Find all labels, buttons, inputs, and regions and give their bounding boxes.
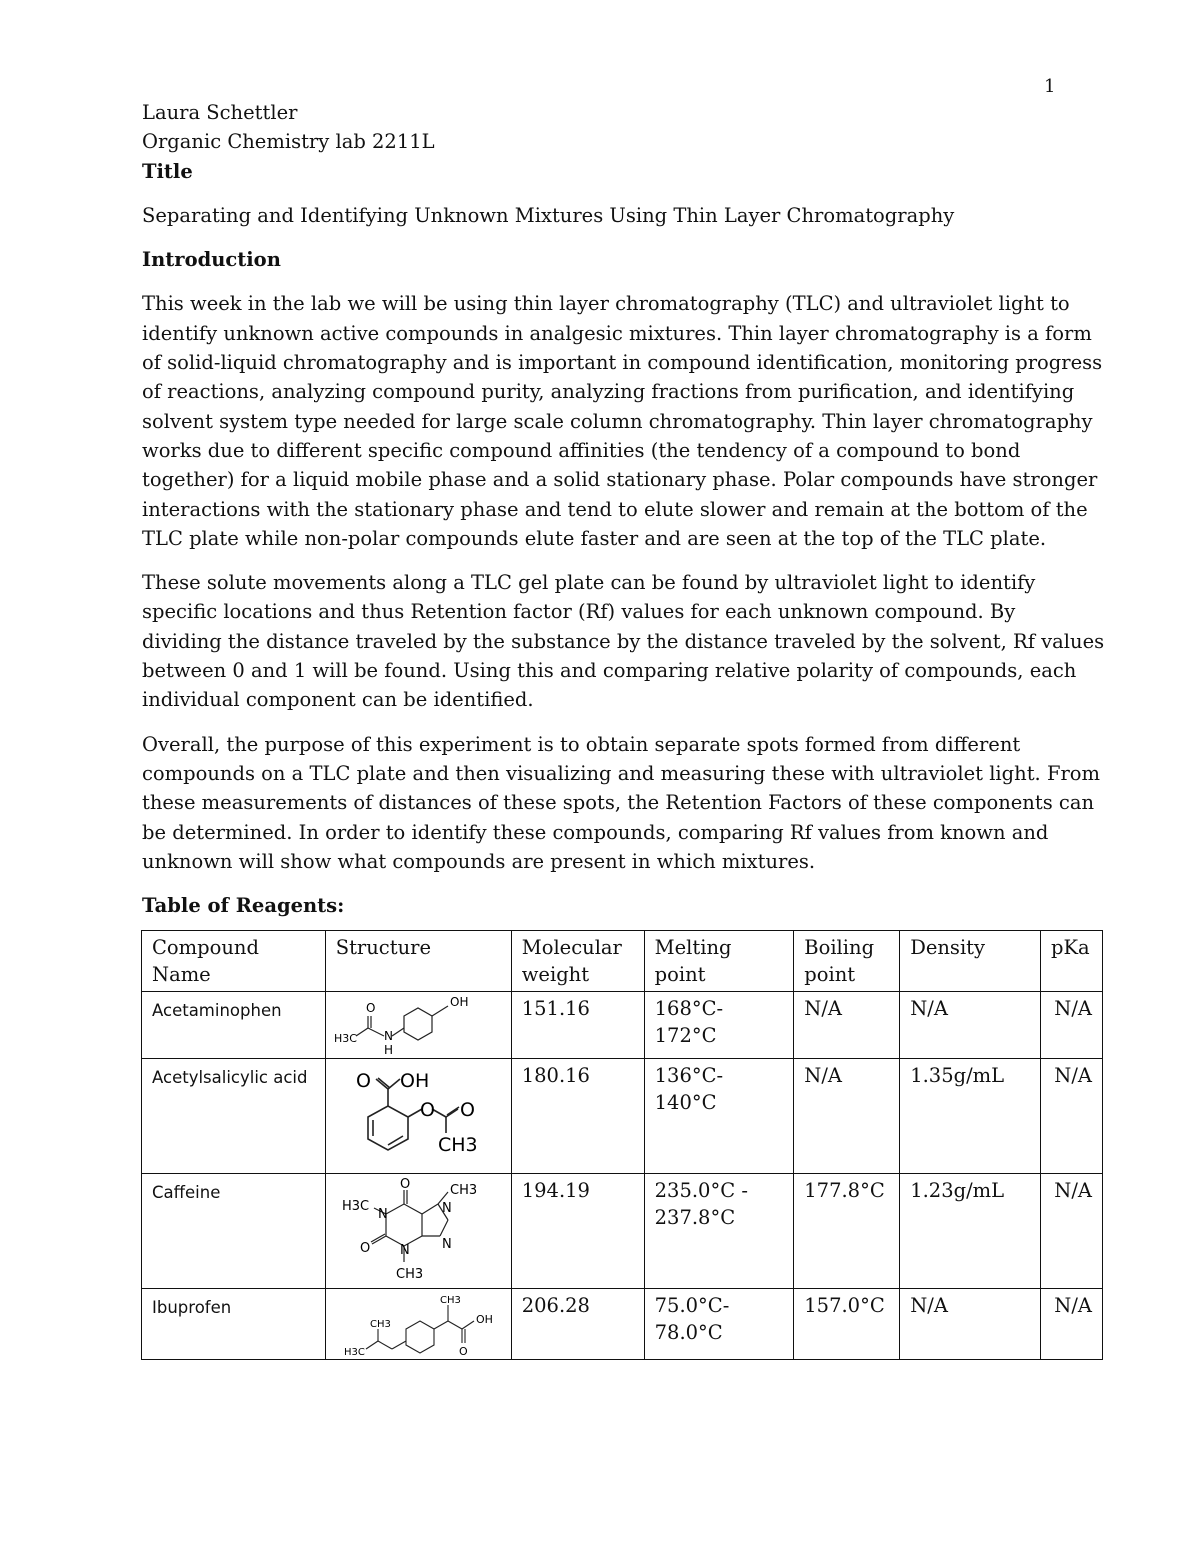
ibuprofen-structure xyxy=(326,1289,511,1359)
paragraph-line: specific locations and thus Retention factor (Rf) values for each unknown compound. By xyxy=(142,600,1016,624)
paragraph-line: unknown will show what compounds are present in which mixtures. xyxy=(142,849,816,873)
reagents-table xyxy=(141,930,1103,1360)
atom-label: CH3 xyxy=(437,1134,478,1156)
boiling-point-cell: N/A xyxy=(794,992,900,1059)
caffeine-structure xyxy=(326,1174,511,1288)
melting-point-cell: 168°C-172°C xyxy=(644,992,794,1059)
column-header: pKa xyxy=(1040,931,1102,992)
atom-label: O xyxy=(419,1099,435,1121)
atom-label: N xyxy=(399,1243,410,1258)
paragraph-line: Overall, the purpose of this experiment is to obtain separate spots formed from different xyxy=(142,732,1021,756)
pka-cell: N/A xyxy=(1040,1059,1102,1174)
molecular-weight-cell: 206.28 xyxy=(511,1289,644,1360)
table-row xyxy=(142,1059,1103,1174)
atom-label: OH xyxy=(475,1313,493,1326)
atom-label: N xyxy=(441,1201,452,1216)
atom-label: CH3 xyxy=(449,1183,477,1198)
table-row xyxy=(142,1289,1103,1360)
course-name: Organic Chemistry lab 2211L xyxy=(142,130,435,154)
document-title: Separating and Identifying Unknown Mixtures Using Thin Layer Chromatography xyxy=(142,203,955,227)
atom-label: H3C xyxy=(333,1032,357,1045)
atom-label: H3C xyxy=(343,1347,365,1358)
paragraph-line: individual component can be identified. xyxy=(142,688,534,712)
paragraph-line: TLC plate while non-polar compounds elute faster and are seen at the top of the TLC plate. xyxy=(142,526,1047,550)
intro-paragraph-1 xyxy=(142,289,1103,553)
paragraph-line: be determined. In order to identify these compounds, comparing Rf values from known and xyxy=(142,820,1049,844)
atom-label: CH3 xyxy=(395,1267,423,1282)
paragraph-line: dividing the distance traveled by the substance by the distance traveled by the solvent, Rf values xyxy=(142,629,1105,653)
atom-label: H3C xyxy=(341,1199,369,1214)
atom-label: O xyxy=(399,1177,410,1192)
atom-label: OH xyxy=(399,1070,429,1092)
column-header: Structure xyxy=(325,931,511,992)
density-cell: 1.23g/mL xyxy=(900,1174,1041,1289)
paragraph-line: works due to different specific compound affinities (the tendency of a compound to bond xyxy=(142,438,1021,462)
paragraph-line: of solid-liquid chromatography and is important in compound identification, monitoring progress xyxy=(142,351,1103,375)
atom-label: O xyxy=(458,1345,468,1358)
title-label: Title xyxy=(142,159,193,183)
intro-paragraph-3 xyxy=(142,730,1101,876)
density-cell: 1.35g/mL xyxy=(900,1059,1041,1174)
paragraph-line: compounds on a TLC plate and then visualizing and measuring these with ultraviolet light. From xyxy=(142,761,1101,785)
melting-point-cell: 136°C-140°C xyxy=(644,1059,794,1174)
compound-name: Ibuprofen xyxy=(152,1298,232,1317)
paragraph-line: interactions with the stationary phase and tend to elute slower and remain at the bottom of the xyxy=(142,497,1088,521)
table-row xyxy=(142,992,1103,1059)
acetylsalicylic-acid-structure xyxy=(326,1059,511,1173)
page-number: 1 xyxy=(1044,76,1056,97)
atom-label: N xyxy=(383,1029,393,1043)
introduction-heading: Introduction xyxy=(142,248,281,272)
atom-label: OH xyxy=(449,995,469,1009)
boiling-point-cell: 177.8°C xyxy=(794,1174,900,1289)
atom-label: CH3 xyxy=(369,1319,391,1330)
column-header: Molecular weight xyxy=(511,931,644,992)
molecular-weight-cell: 194.19 xyxy=(511,1174,644,1289)
density-cell: N/A xyxy=(900,992,1041,1059)
atom-label: N xyxy=(377,1207,388,1222)
column-header: Melting point xyxy=(644,931,794,992)
molecular-weight-cell: 180.16 xyxy=(511,1059,644,1174)
acetaminophen-structure xyxy=(326,992,511,1058)
compound-name: Acetaminophen xyxy=(152,1001,282,1020)
intro-paragraph-2 xyxy=(142,568,1105,714)
column-header: Boiling point xyxy=(794,931,900,992)
paragraph-line: together) for a liquid mobile phase and a solid stationary phase. Polar compounds have stronger xyxy=(142,468,1098,492)
document-body xyxy=(142,98,1105,920)
pka-cell: N/A xyxy=(1040,1174,1102,1289)
atom-label: O xyxy=(365,1001,376,1015)
boiling-point-cell: N/A xyxy=(794,1059,900,1174)
paragraph-line: This week in the lab we will be using thin layer chromatography (TLC) and ultraviolet light to xyxy=(142,292,1070,316)
paragraph-line: between 0 and 1 will be found. Using this and comparing relative polarity of compounds, each xyxy=(142,659,1077,683)
atom-label: O xyxy=(355,1070,371,1092)
column-header: Density xyxy=(900,931,1041,992)
pka-cell: N/A xyxy=(1040,992,1102,1059)
atom-label: N xyxy=(441,1237,452,1252)
table-header-row xyxy=(142,931,1103,992)
compound-name: Acetylsalicylic acid xyxy=(152,1068,308,1087)
atom-label: CH3 xyxy=(439,1295,461,1306)
atom-label: O xyxy=(359,1241,370,1256)
pka-cell: N/A xyxy=(1040,1289,1102,1360)
boiling-point-cell: 157.0°C xyxy=(794,1289,900,1360)
compound-name: Caffeine xyxy=(152,1183,221,1202)
molecular-weight-cell: 151.16 xyxy=(511,992,644,1059)
table-row xyxy=(142,1174,1103,1289)
atom-label: O xyxy=(459,1099,475,1121)
paragraph-line: these measurements of distances of these spots, the Retention Factors of these components can xyxy=(142,791,1095,815)
atom-label: H xyxy=(383,1043,393,1057)
melting-point-cell: 75.0°C- 78.0°C xyxy=(644,1289,794,1360)
author-name: Laura Schettler xyxy=(142,101,298,124)
density-cell: N/A xyxy=(900,1289,1041,1360)
reagents-heading: Table of Reagents: xyxy=(142,894,345,918)
paragraph-line: These solute movements along a TLC gel plate can be found by ultraviolet light to identify xyxy=(142,571,1036,595)
column-header: Compound Name xyxy=(142,931,326,992)
melting-point-cell: 235.0°C - 237.8°C xyxy=(644,1174,794,1289)
paragraph-line: identify unknown active compounds in analgesic mixtures. Thin layer chromatography is a form xyxy=(142,321,1092,345)
paragraph-line: solvent system type needed for large scale column chromatography. Thin layer chromatography xyxy=(142,409,1093,433)
paragraph-line: of reactions, analyzing compound purity, analyzing fractions from purification, and identifying xyxy=(142,380,1075,404)
